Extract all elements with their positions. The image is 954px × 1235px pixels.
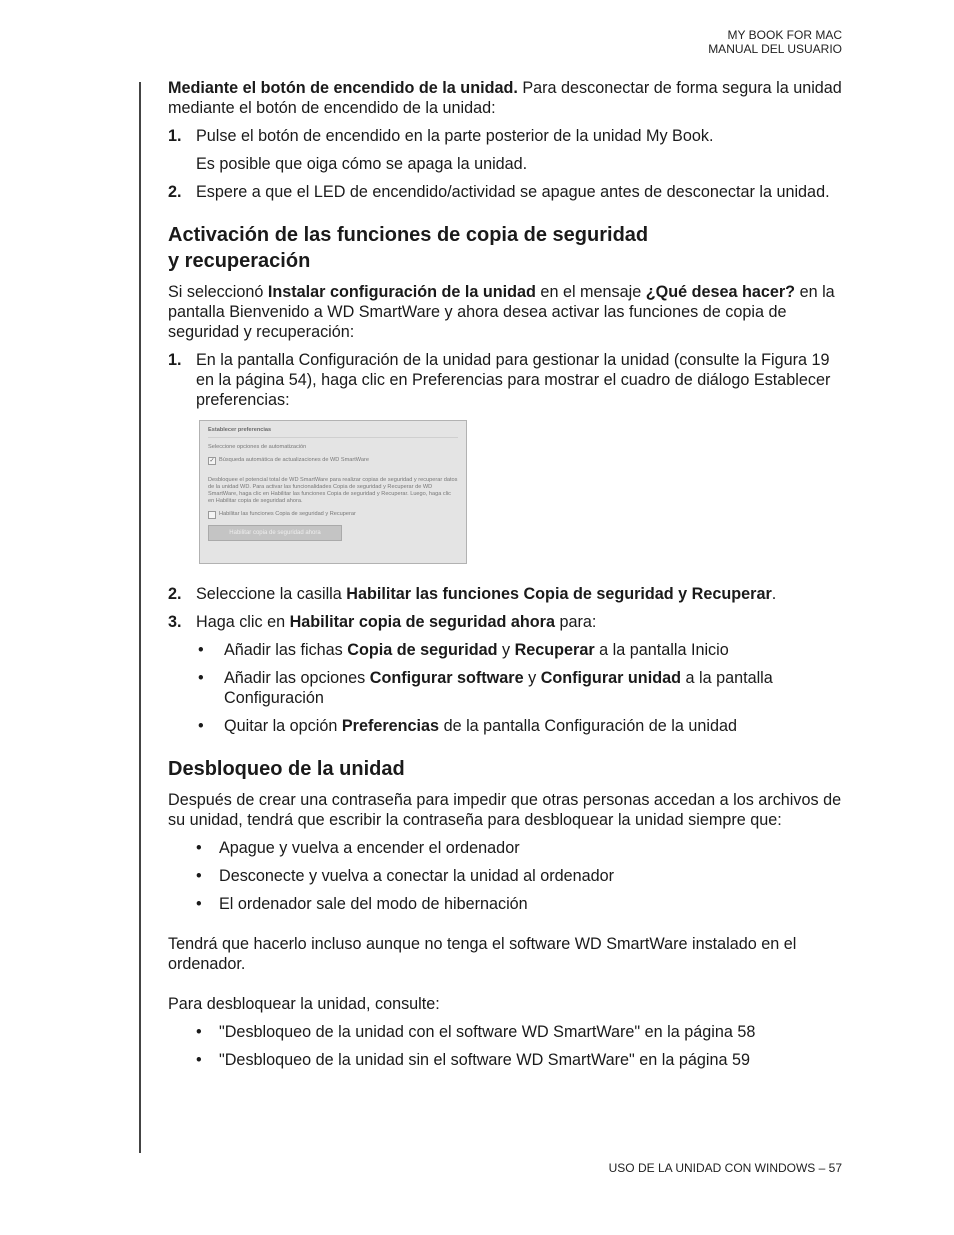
software-note-paragraph: Tendrá que hacerlo incluso aunque no tenga el software WD SmartWare instalado en el ordenador. (168, 935, 797, 973)
bullet-text: Desconecte y vuelva a conectar la unidad al ordenador (219, 867, 615, 885)
dialog-title: Establecer preferencias (208, 427, 272, 433)
text-run: . (771, 585, 777, 603)
bullet-item (168, 894, 843, 914)
bullet-item (168, 716, 843, 736)
heading-line-2: y recuperación (168, 250, 311, 272)
step-text: Espere a que el LED de encendido/actividad se apague antes de desconectar la unidad. (196, 183, 830, 201)
reference-item (168, 1050, 843, 1070)
dialog-subtitle: Seleccione opciones de automatización (208, 444, 307, 450)
bold-run: Configurar unidad (540, 669, 681, 687)
step-number: 2. (168, 585, 182, 603)
text-run: en la pantalla Bienvenido a WD SmartWare y ahora desea activar las funciones de copia de seguridad y recuperación: (168, 283, 835, 341)
bold-run: ¿Qué desea hacer? (645, 283, 796, 301)
bold-run: Copia de seguridad (347, 641, 498, 659)
checkmark-icon[interactable]: ✓ (209, 458, 215, 464)
text-run: a la pantalla Inicio (594, 641, 729, 659)
step-number: 2. (168, 183, 182, 201)
running-footer: USO DE LA UNIDAD CON WINDOWS – 57 (608, 1161, 842, 1175)
reference-item (168, 1022, 843, 1042)
option-label: Búsqueda automática de actualizaciones de WD SmartWare (219, 457, 369, 463)
step-a1 (168, 126, 843, 146)
bold-run: Configurar software (369, 669, 524, 687)
step-b3 (168, 612, 843, 632)
text-run: Haga clic en (196, 613, 290, 631)
unlock-paragraph: Después de crear una contraseña para impedir que otras personas accedan a los archivos de su unidad, tendrá que escribir la contraseña para desbloquear la unidad siempre que: (168, 791, 842, 829)
bullet-icon: • (196, 895, 202, 913)
step-note: Es posible que oiga cómo se apaga la unidad. (196, 155, 528, 173)
step-text: Pulse el botón de encendido en la parte posterior de la unidad My Book. (196, 127, 714, 145)
auto-update-option[interactable] (208, 457, 458, 465)
step-number: 3. (168, 613, 182, 631)
bullet-icon: • (198, 669, 204, 687)
dialog-divider (208, 437, 458, 438)
bullet-text: Apague y vuelva a encender el ordenador (219, 839, 520, 857)
text-run: Quitar la opción (224, 717, 342, 735)
text-run: y (497, 641, 515, 659)
bullet-icon: • (196, 839, 202, 857)
bullet-icon: • (196, 1023, 202, 1041)
see-also-paragraph: Para desbloquear la unidad, consulte: (168, 995, 440, 1013)
bullet-item (168, 866, 843, 886)
text-run: Si seleccionó (168, 283, 268, 301)
text-run: para: (554, 613, 597, 631)
section-heading-unlock: Desbloqueo de la unidad (168, 758, 405, 780)
bullet-icon: • (198, 641, 204, 659)
enable-backup-option[interactable] (208, 511, 458, 519)
text-run: Añadir las opciones (224, 669, 370, 687)
bullet-item (168, 640, 843, 660)
header-manual: MANUAL DEL USUARIO (708, 42, 842, 56)
step-b1 (168, 350, 843, 410)
section1-paragraph (168, 282, 843, 342)
dialog-description: Desbloquee el potencial total de WD SmartWare para realizar copias de seguridad y recuperar datos de la unidad WD. Para activar las funcionalidades Copia de seguridad y Recuperar de WD SmartWare, haga clic en Habilitar las funciones Copia de seguridad y Recuperar. Luego, haga clic en Habilitar copia de seguridad ahora. (208, 477, 458, 504)
text-run: y (523, 669, 541, 687)
step-b2 (168, 584, 843, 604)
bullet-item (168, 668, 843, 708)
step-number: 1. (168, 127, 182, 145)
text-run: en el mensaje (535, 283, 646, 301)
bold-run: Preferencias (341, 717, 440, 735)
bullet-icon: • (198, 717, 204, 735)
section-heading-backup (168, 222, 843, 274)
step-text: En la pantalla Configuración de la unidad para gestionar la unidad (consulte la Figura 19 en la página 54), haga clic en Preferencias para mostrar el cuadro de diálogo Establecer preferencias: (196, 351, 831, 409)
page-body (168, 78, 843, 1070)
step-number: 1. (168, 351, 182, 369)
text-run: de la pantalla Configuración de la unidad (439, 717, 737, 735)
text-run: a la pantalla Configuración (224, 669, 773, 707)
bullet-icon: • (196, 867, 202, 885)
text-run: Seleccione la casilla (196, 585, 347, 603)
bold-run: Recuperar (514, 641, 595, 659)
bullet-text: El ordenador sale del modo de hibernación (219, 895, 528, 913)
bullet-icon: • (196, 1051, 202, 1069)
option-label: Habilitar las funciones Copia de seguridad y Recuperar (219, 511, 356, 517)
bullet-item (168, 838, 843, 858)
margin-rule (139, 82, 141, 1153)
step-a2 (168, 182, 843, 202)
header-product: MY BOOK FOR MAC (727, 28, 842, 42)
bold-run: Habilitar las funciones Copia de seguridad y Recuperar (346, 585, 772, 603)
intro-text: Para desconectar de forma segura la unidad mediante el botón de encendido de la unidad: (168, 79, 842, 117)
text-run: Añadir las fichas (224, 641, 348, 659)
reference-link[interactable]: "Desbloqueo de la unidad con el software WD SmartWare" en la página 58 (219, 1023, 756, 1041)
heading-line-1: Activación de las funciones de copia de seguridad (168, 224, 649, 246)
intro-bold: Mediante el botón de encendido de la unidad. (168, 79, 518, 97)
preferences-dialog-screenshot (199, 420, 467, 564)
intro-paragraph (168, 78, 843, 118)
reference-link[interactable]: "Desbloqueo de la unidad sin el software WD SmartWare" en la página 59 (219, 1051, 750, 1069)
enable-backup-now-button[interactable]: Habilitar copia de seguridad ahora (208, 525, 342, 541)
running-header (708, 28, 842, 56)
bold-run: Instalar configuración de la unidad (267, 283, 536, 301)
bold-run: Habilitar copia de seguridad ahora (289, 613, 555, 631)
checkbox-icon[interactable] (208, 511, 216, 519)
